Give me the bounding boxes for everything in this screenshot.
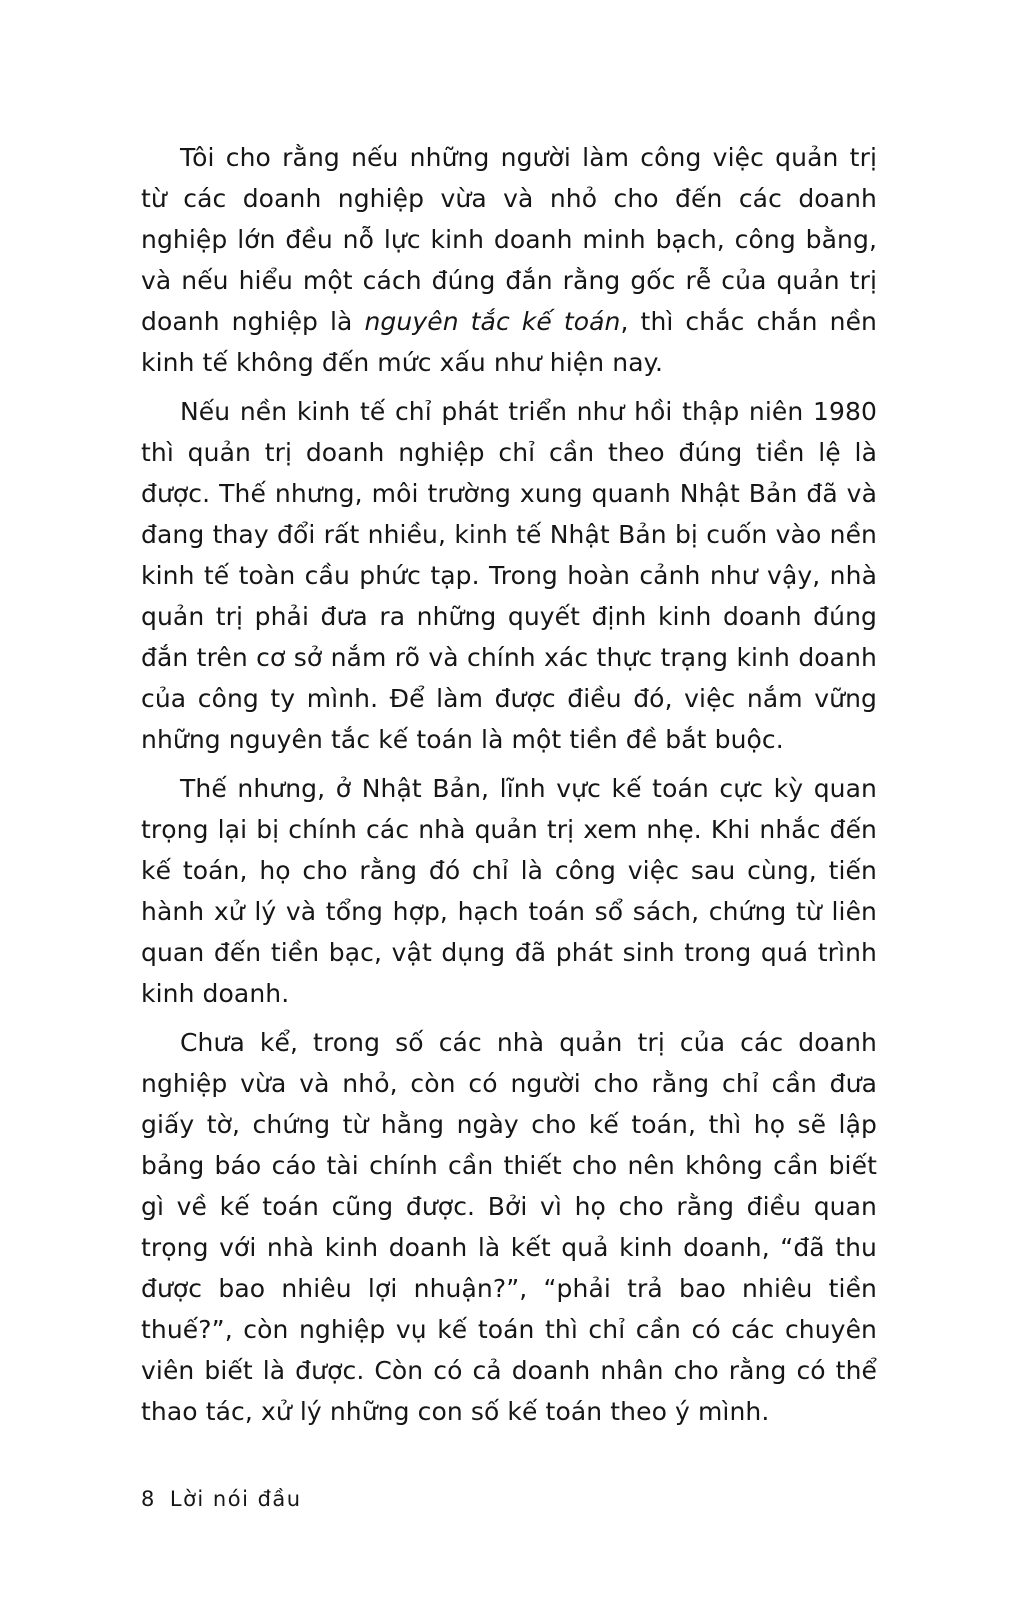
emphasized-term: nguyên tắc kế toán xyxy=(364,307,621,336)
paragraph-1 xyxy=(141,137,877,383)
paragraph-1-text-start: Tôi cho rằng nếu những người làm công việc quản trị từ các doanh nghiệp vừa và nhỏ cho đến các doanh nghiệp lớn đều nỗ lực kinh doanh minh bạch, công bằng, và nếu hiểu một cách đúng đắn rằng gốc rễ của quản trị doanh nghiệp là xyxy=(141,143,877,336)
running-section-title: Lời nói đầu xyxy=(169,1487,302,1511)
paragraph-2: Nếu nền kinh tế chỉ phát triển như hồi thập niên 1980 thì quản trị doanh nghiệp chỉ cần theo đúng tiền lệ là được. Thế nhưng, môi trường xung quanh Nhật Bản đã và đang thay đổi rất nhiều, kinh tế Nhật Bản bị cuốn vào nền kinh tế toàn cầu phức tạp. Trong hoàn cảnh như vậy, nhà quản trị phải đưa ra những quyết định kinh doanh đúng đắn trên cơ sở nắm rõ và chính xác thực trạng kinh doanh của công ty mình. Để làm được điều đó, việc nắm vững những nguyên tắc kế toán là một tiền đề bắt buộc. xyxy=(141,397,877,754)
paragraph-3: Thế nhưng, ở Nhật Bản, lĩnh vực kế toán cực kỳ quan trọng lại bị chính các nhà quản trị xem nhẹ. Khi nhắc đến kế toán, họ cho rằng đó chỉ là công việc sau cùng, tiến hành xử lý và tổng hợp, hạch toán sổ sách, chứng từ liên quan đến tiền bạc, vật dụng đã phát sinh trong quá trình kinh doanh. xyxy=(141,774,877,1008)
page-body xyxy=(141,137,877,1440)
paragraph-1-text-end: , thì chắc chắn nền kinh tế không đến mức xấu như hiện nay. xyxy=(141,307,877,377)
page-number: 8 xyxy=(141,1487,156,1511)
page-footer xyxy=(141,1485,302,1513)
paragraph-4: Chưa kể, trong số các nhà quản trị của các doanh nghiệp vừa và nhỏ, còn có người cho rằng chỉ cần đưa giấy tờ, chứng từ hằng ngày cho kế toán, thì họ sẽ lập bảng báo cáo tài chính cần thiết cho nên không cần biết gì về kế toán cũng được. Bởi vì họ cho rằng điều quan trọng với nhà kinh doanh là kết quả kinh doanh, “đã thu được bao nhiêu lợi nhuận?”, “phải trả bao nhiêu tiền thuế?”, còn nghiệp vụ kế toán thì chỉ cần có các chuyên viên biết là được. Còn có cả doanh nhân cho rằng có thể thao tác, xử lý những con số kế toán theo ý mình. xyxy=(141,1028,877,1426)
